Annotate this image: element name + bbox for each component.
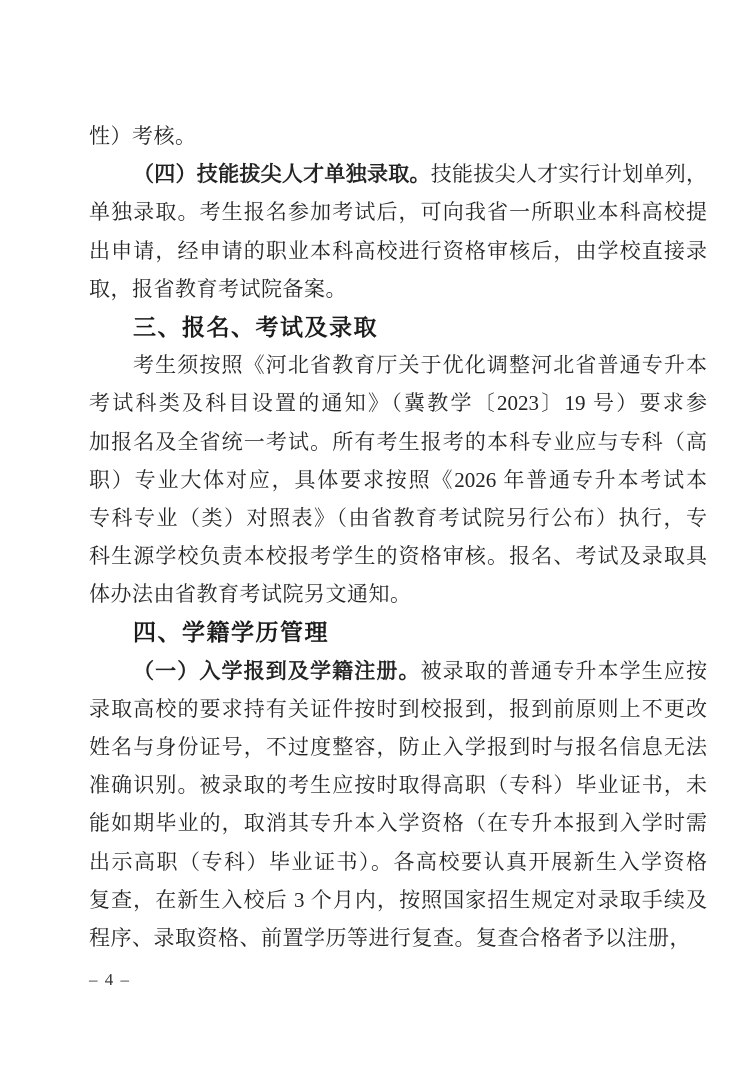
line-text: 准确识别。被录取的考生应按时取得高职（专科）毕业证书，未	[89, 773, 707, 798]
section-heading	[89, 308, 707, 346]
line-text: 出示高职（专科）毕业证书）。各高校要认真开展新生入学资格	[89, 849, 707, 874]
line-text: 姓名与身份证号，不过度整容，防止入学报到时与报名信息无法	[89, 735, 707, 759]
line-text: 专科专业（类）对照表》（由省教育考试院另行公布）执行，专	[89, 505, 707, 530]
text-line	[89, 804, 707, 842]
line-text: 录取高校的要求持有关证件按时到校报到，报到前原则上不更改	[89, 696, 707, 721]
section-heading	[89, 613, 707, 651]
text-line	[89, 652, 707, 690]
text-line	[89, 346, 707, 384]
text-line	[89, 461, 707, 499]
text-line	[89, 155, 707, 193]
line-text: 科生源学校负责本校报考学生的资格审核。报名、考试及录取具	[89, 544, 707, 569]
text-line	[89, 232, 707, 270]
text-line	[89, 537, 707, 575]
text-line	[89, 423, 707, 461]
page-number: – 4 –	[89, 970, 131, 989]
line-text: 四、学籍学历管理	[133, 619, 329, 646]
text-line	[89, 919, 707, 957]
text-line	[89, 384, 707, 422]
paragraph-lead: （一）入学报到及学籍注册。	[133, 658, 421, 683]
text-line	[89, 499, 707, 537]
line-text: 出申请，经申请的职业本科高校进行资格审核后，由学校直接录	[89, 238, 707, 263]
text-line	[89, 193, 707, 231]
line-text: 考生须按照《河北省教育厅关于优化调整河北省普通专升本	[133, 353, 707, 378]
text-line	[89, 728, 707, 766]
text-line	[89, 766, 707, 804]
text-line	[89, 690, 707, 728]
line-text: 单独录取。考生报名参加考试后，可向我省一所职业本科高校提	[89, 200, 707, 225]
line-text: 三、报名、考试及录取	[133, 313, 378, 340]
line-text: 考试科类及科目设置的通知》（冀教学〔2023〕19 号）要求参	[89, 391, 707, 416]
line-text: 加报名及全省统一考试。所有考生报考的本科专业应与专科（高	[89, 429, 707, 454]
line-text: 技能拔尖人才实行计划单列，	[430, 162, 707, 187]
line-text: 程序、录取资格、前置学历等进行复查。复查合格者予以注册，	[89, 925, 691, 950]
text-line	[89, 117, 707, 155]
line-text: 职）专业大体对应，具体要求按照《2026 年普通专升本考试本	[89, 467, 707, 492]
text-line	[89, 843, 707, 881]
line-text: 能如期毕业的，取消其专升本入学资格（在专升本报到入学时需	[89, 811, 707, 836]
line-text: 性）考核。	[89, 124, 197, 148]
text-line	[89, 270, 707, 308]
line-text: 体办法由省教育考试院另文通知。	[89, 582, 412, 607]
line-text: 取，报省教育考试院备案。	[89, 276, 347, 301]
paragraph-lead: （四）技能拔尖人才单独录取。	[133, 162, 431, 187]
line-text: 被录取的普通专升本学生应按	[420, 658, 707, 683]
text-line	[89, 575, 707, 613]
text-line	[89, 881, 707, 919]
line-text: 复查，在新生入校后 3 个月内，按照国家招生规定对录取手续及	[89, 887, 707, 912]
document-body	[89, 117, 707, 957]
